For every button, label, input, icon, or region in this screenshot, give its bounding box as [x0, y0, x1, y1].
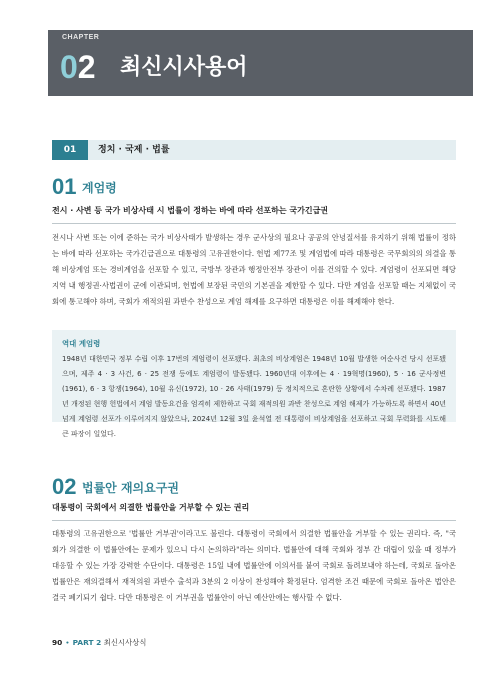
term-subtitle-2: 대통령이 국회에서 의결한 법률안을 거부할 수 있는 권리: [52, 502, 456, 521]
footer-part-title: 최신시사상식: [103, 638, 147, 647]
chapter-banner: [48, 30, 473, 96]
term-body-1: 전시나 사변 또는 이에 준하는 국가 비상사태가 발생하는 경우 군사상의 필요나 공공의 안녕질서를 유지하기 위해 법률이 정하는 바에 따라 선포하는 국가긴급권으로 대통령의 고유권한이다. 헌법 제77조 및 계엄법에 따라 대통령은 국무회의의 의결을 통해 비상계엄 또는 경비계엄을 선포할 수 있고, 국방부 장관과 행정안전부 장관이 이를 건의할 수 있다. 계엄령이 선포되면 해당 지역 내 행정권·사법권이 군에 이관되며, 헌법에 보장된 국민의 기본권을 제한할 수 있다. 다만 계엄을 선포할 때는 지체없이 국회에 통고해야 하며, 국회가 재적의원 과반수 찬성으로 계엄 해제를 요구하면 대통령은 이를 해제해야 한다.: [52, 233, 456, 306]
chapter-label: CHAPTER: [62, 34, 100, 41]
term-number-1: 01: [52, 174, 77, 199]
chapter-title: 최신시사용어: [120, 55, 248, 80]
footer-part: PART 2: [72, 638, 102, 647]
section-bar: [52, 140, 456, 160]
page-footer: [52, 637, 146, 648]
history-box: [52, 330, 456, 438]
section-title: 정치 · 국제 · 법률: [98, 145, 170, 155]
term-body-2: 대통령의 고유권한으로 '법률안 거부권'이라고도 불린다. 대통령이 국회에서 의결한 법률안을 거부할 수 있는 권리다. 즉, "국회가 의결한 이 법률안에는 문제가 있으니 다시 논의하라"라는 의미다. 법률안에 대해 국회와 정부 간 대립이 있을 때 정부가 대응할 수 있는 가장 강력한 수단이다. 대통령은 15일 내에 법률안에 이의서를 붙여 국회로 돌려보내야 하는데, 국회로 돌아온 법률안은 재의결해서 재적의원 과반수 출석과 3분의 2 이상이 찬성해야 확정된다. 엄격한 조건 때문에 국회로 돌아온 법안은 결국 폐기되기 쉽다. 다만 대통령은 이 거부권을 법률안이 아닌 예산안에는 행사할 수 없다.: [52, 529, 456, 602]
chapter-number: [60, 44, 96, 90]
term-number-2: 02: [52, 474, 77, 499]
page-number: 90: [52, 638, 63, 647]
term-heading-2: [52, 474, 352, 502]
section-number: 01: [52, 140, 88, 160]
term-heading-1: [52, 174, 352, 202]
history-box-text: 1948년 대한민국 정부 수립 이후 17번의 계엄령이 선포됐다. 최초의 비상계엄은 1948년 10월 발생한 여순사건 당시 선포됐으며, 제주 4 · 3 사건, 6 · 25 전쟁 등에도 계엄령이 발동됐다. 1960년대 이후에는 4 · 19혁명(1960), 5 · 16 군사정변(1961), 6 · 3 항쟁(1964), 10월 유신(1972), 10 · 26 사태(1979) 등 정치적으로 혼란한 상황에서 수차례 선포됐다. 1987년 개정된 현행 헌법에서 계엄 발동요건을 엄격히 제한하고 국회 재적의원 과반 찬성으로 계엄 해제가 가능하도록 하면서 40년 넘게 계엄령 선포가 이루어지지 않았으나, 2024년 12월 3일 윤석열 전 대통령이 비상계엄을 선포하고 국회 무력화를 시도해 큰 파장이 일었다.: [62, 355, 446, 438]
footer-separator: •: [65, 638, 70, 647]
chapter-number-zero: 0: [60, 49, 78, 85]
chapter-number-two: 2: [77, 49, 96, 85]
history-box-title: 역대 계엄령: [62, 339, 101, 348]
term-subtitle-1: 전시 · 사변 등 국가 비상사태 시 법률이 정하는 바에 따라 선포하는 국가긴급권: [52, 205, 456, 224]
term-name-1: 계엄령: [82, 181, 117, 195]
term-name-2: 법률안 재의요구권: [82, 481, 179, 495]
